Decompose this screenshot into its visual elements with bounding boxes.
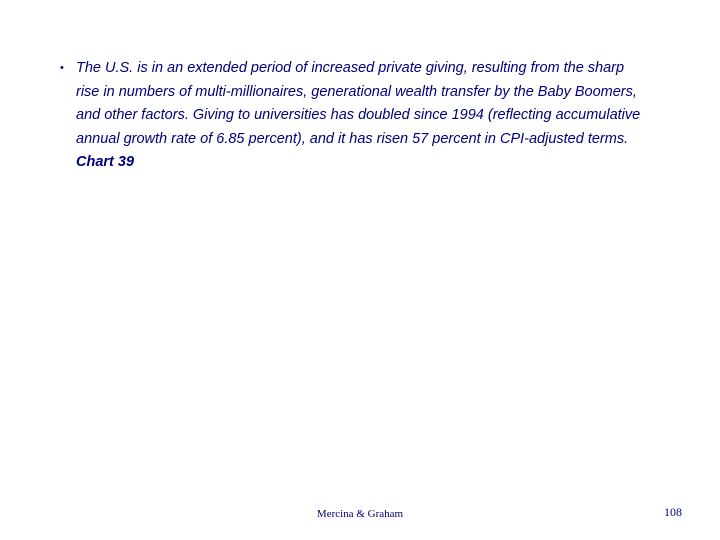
bullet-paragraph [60, 57, 680, 175]
footer-credit: Mercina & Graham [316, 508, 404, 520]
page-number: 108 [664, 505, 682, 519]
bullet-line-2: rise in numbers of multi-millionaires, generational wealth transfer by the Baby Boomers, [76, 83, 637, 100]
bullet-row [60, 57, 680, 175]
bullet-line-4: annual growth rate of 6.85 percent), and it has risen 57 percent in CPI-adjusted terms. [76, 130, 629, 147]
bullet-line-1: The U.S. is in an extended period of increased private giving, resulting from the sharp [76, 60, 625, 76]
chart-reference: Chart 39 [76, 154, 135, 170]
bullet-line-3: and other factors. Giving to universities has doubled since 1994 (reflecting accumulative [76, 107, 641, 123]
bullet-marker: • [60, 62, 64, 74]
bullet-text [76, 57, 680, 175]
